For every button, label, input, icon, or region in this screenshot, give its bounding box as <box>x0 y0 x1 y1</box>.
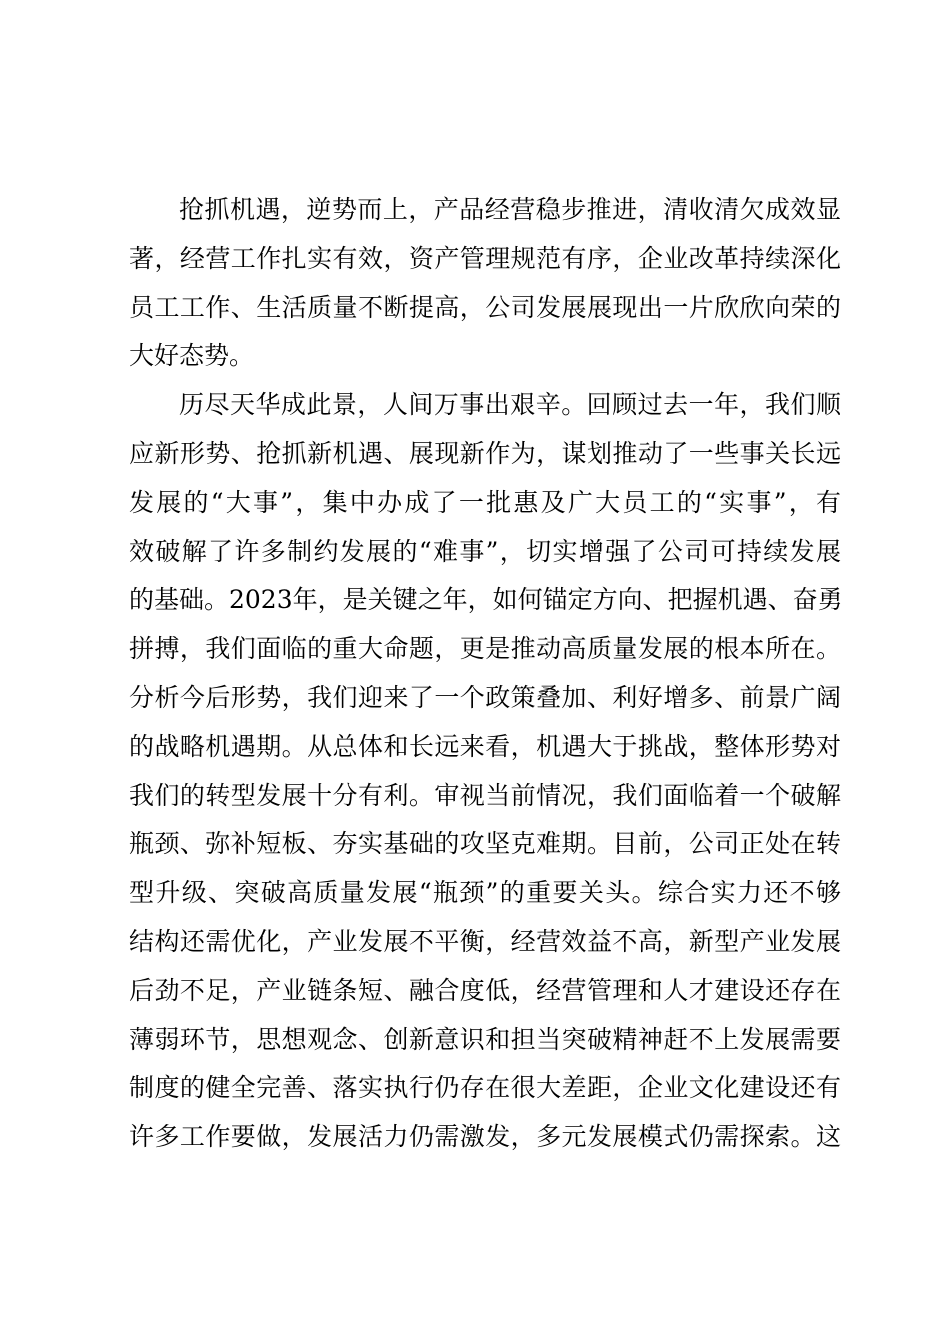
text-line: 抢抓机遇，逆势而上，产品经营稳步推进，清收清欠成效显 <box>179 195 841 224</box>
text-line: 结构还需优化，产业发展不平衡，经营效益不高，新型产业发展 <box>129 926 841 956</box>
text-line: 员工工作、生活质量不断提高，公司发展展现出一片欣欣向荣的 <box>129 292 841 322</box>
text-line: 型升级、突破高质量发展“瓶颈”的重要关头。综合实力还不够 <box>129 878 841 908</box>
text-line: 拼搏，我们面临的重大命题，更是推动高质量发展的根本所在。 <box>129 634 841 664</box>
paragraph-2 <box>129 381 841 1162</box>
text-line: 应新形势、抢抓新机遇、展现新作为，谋划推动了一些事关长远 <box>129 438 841 468</box>
text-line: 薄弱环节，思想观念、创新意识和担当突破精神赶不上发展需要 <box>129 1024 841 1054</box>
text-line: 瓶颈、弥补短板、夯实基础的攻坚克难期。目前，公司正处在转 <box>129 829 841 859</box>
text-line: 发展的“大事”，集中办成了一批惠及广大员工的“实事”，有 <box>129 487 841 517</box>
text-line: 的基础。2023年，是关键之年，如何锚定方向、把握机遇、奋勇 <box>129 585 843 615</box>
text-line: 分析今后形势，我们迎来了一个政策叠加、利好增多、前景广阔 <box>129 682 841 712</box>
document-body <box>129 186 841 1162</box>
text-line: 著，经营工作扎实有效，资产管理规范有序，企业改革持续深化 <box>129 243 841 273</box>
paragraph-1 <box>129 186 841 381</box>
text-line: 大好态势。 <box>129 341 255 371</box>
text-line: 制度的健全完善、落实执行仍存在很大差距，企业文化建设还有 <box>129 1073 841 1103</box>
text-line: 许多工作要做，发展活力仍需激发，多元发展模式仍需探索。这 <box>129 1122 841 1152</box>
text-line: 我们的转型发展十分有利。审视当前情况，我们面临着一个破解 <box>129 780 841 810</box>
text-line: 效破解了许多制约发展的“难事”，切实增强了公司可持续发展 <box>129 536 841 566</box>
text-line: 的战略机遇期。从总体和长远来看，机遇大于挑战，整体形势对 <box>129 731 841 761</box>
text-line: 后劲不足，产业链条短、融合度低，经营管理和人才建设还存在 <box>129 975 841 1005</box>
text-line: 历尽天华成此景，人间万事出艰辛。回顾过去一年，我们顺 <box>179 390 841 420</box>
